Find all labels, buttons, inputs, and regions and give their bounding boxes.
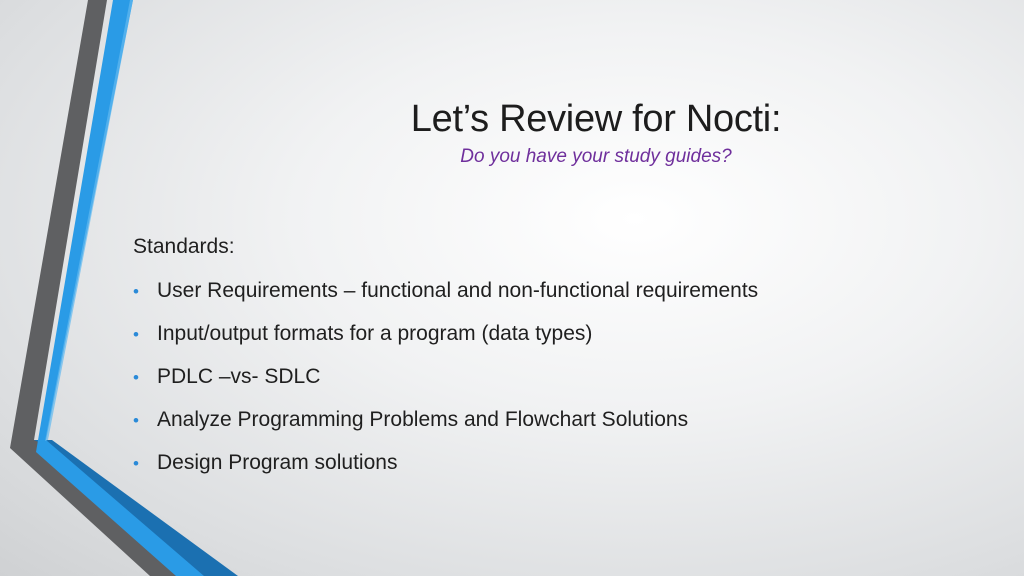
bullet-item	[133, 446, 973, 489]
slide-title: Let’s Review for Nocti:	[410, 98, 782, 140]
section-heading: Standards:	[133, 235, 235, 258]
bullet-item	[133, 317, 973, 360]
bullet-item	[133, 403, 973, 446]
bullet-item	[133, 274, 973, 317]
bullet-icon: •	[133, 411, 139, 430]
title-block	[240, 96, 952, 170]
bullet-icon: •	[133, 454, 139, 473]
bullet-item	[133, 360, 973, 403]
bullet-list	[133, 274, 973, 489]
bullet-icon: •	[133, 282, 139, 301]
bullet-text: User Requirements – functional and non-functional requirements	[157, 279, 759, 302]
bullet-text: Design Program solutions	[157, 451, 398, 474]
bullet-icon: •	[133, 368, 139, 387]
slide-subtitle: Do you have your study guides?	[460, 146, 732, 167]
bullet-text: Input/output formats for a program (data types)	[157, 322, 593, 345]
slide-body	[133, 230, 973, 489]
bullet-icon: •	[133, 325, 139, 344]
bullet-text: Analyze Programming Problems and Flowchart Solutions	[157, 408, 689, 431]
bullet-text: PDLC –vs- SDLC	[157, 365, 321, 388]
